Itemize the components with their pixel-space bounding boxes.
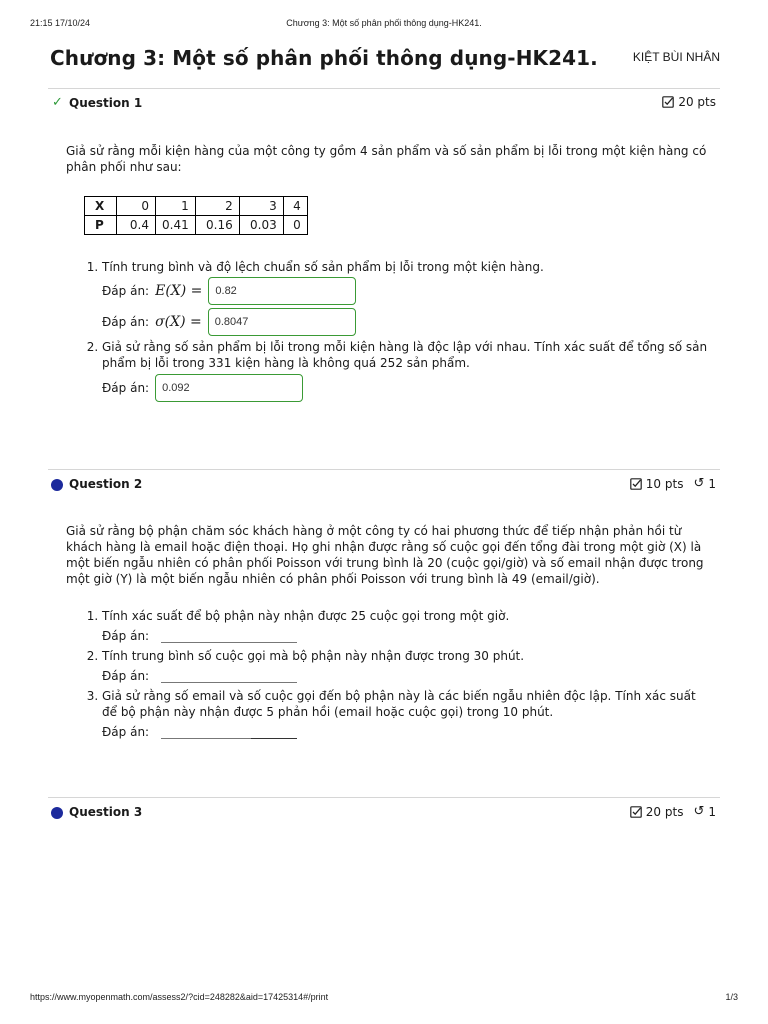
answer-row bbox=[102, 628, 712, 644]
checkbox-icon bbox=[662, 96, 674, 108]
question-parts bbox=[66, 608, 712, 740]
user-name[interactable]: KIỆT BÙI NHÂN bbox=[632, 50, 720, 64]
points-label: 20 pts bbox=[678, 95, 716, 109]
question-3-header[interactable] bbox=[48, 797, 720, 827]
retry-icon: ↺ bbox=[693, 804, 705, 819]
list-item bbox=[102, 608, 712, 644]
print-header bbox=[30, 18, 738, 32]
table-cell: 0.03 bbox=[239, 216, 283, 235]
answer-label: Đáp án: bbox=[102, 315, 150, 329]
question-parts bbox=[66, 259, 712, 402]
question-title[interactable]: Question 1 bbox=[69, 96, 143, 110]
answer-row bbox=[102, 308, 712, 336]
attempts-label: 1 bbox=[708, 804, 716, 819]
table-cell: P bbox=[85, 216, 117, 235]
math-expression: σ(X) = bbox=[155, 314, 202, 330]
page-title: Chương 3: Một số phân phối thông dụng-HK241. bbox=[50, 46, 598, 70]
table-cell: 4 bbox=[283, 197, 307, 216]
table-cell: 0.41 bbox=[156, 216, 196, 235]
answer-label: Đáp án: bbox=[102, 669, 150, 683]
answer-input[interactable]: 0.8047 bbox=[208, 308, 356, 336]
answer-row bbox=[102, 277, 712, 305]
part-text: Giả sử rằng số sản phẩm bị lỗi trong mỗi kiện hàng là độc lập với nhau. Tính xác suất để tổng số sản phẩm bị lỗi trong 331 kiện hàng là không quá 252 sản phẩm. bbox=[102, 340, 708, 370]
table-cell: 0 bbox=[283, 216, 307, 235]
points-indicator bbox=[662, 95, 716, 109]
print-url: https://www.myopenmath.com/assess2/?cid=248282&aid=17425314#/print bbox=[30, 992, 329, 1002]
question-1-body bbox=[66, 143, 712, 405]
print-footer bbox=[30, 992, 738, 1006]
part-text: Tính trung bình số cuộc gọi mà bộ phận này nhận được trong 30 phút. bbox=[102, 649, 525, 663]
table-cell: 0 bbox=[117, 197, 156, 216]
unanswered-dot-icon bbox=[51, 479, 63, 491]
answer-row bbox=[102, 668, 712, 684]
answer-row bbox=[102, 724, 712, 740]
checkbox-icon bbox=[630, 806, 642, 818]
question-title[interactable]: Question 3 bbox=[69, 805, 143, 819]
list-item bbox=[102, 339, 712, 402]
list-item bbox=[102, 648, 712, 684]
table-cell: 2 bbox=[195, 197, 239, 216]
points-label: 20 pts bbox=[645, 804, 684, 819]
answer-row bbox=[102, 374, 712, 402]
question-1-header[interactable] bbox=[48, 88, 720, 118]
answer-input[interactable] bbox=[161, 669, 297, 683]
table-row bbox=[85, 197, 308, 216]
points-indicator bbox=[630, 804, 716, 819]
print-doc-title: Chương 3: Một số phân phối thông dụng-HK241. bbox=[286, 18, 482, 28]
list-item bbox=[102, 259, 712, 336]
check-icon: ✓ bbox=[52, 95, 63, 110]
part-text: Tính trung bình và độ lệch chuẩn số sản phẩm bị lỗi trong một kiện hàng. bbox=[102, 260, 544, 274]
answer-input[interactable] bbox=[161, 725, 297, 739]
points-label: 10 pts bbox=[645, 476, 684, 491]
points-indicator bbox=[630, 476, 716, 491]
table-cell: 1 bbox=[156, 197, 196, 216]
unanswered-dot-icon bbox=[51, 807, 63, 819]
part-text: Tính xác suất để bộ phận này nhận được 25 cuộc gọi trong một giờ. bbox=[102, 609, 510, 623]
table-row bbox=[85, 216, 308, 235]
table-cell: 0.4 bbox=[117, 216, 156, 235]
table-cell: X bbox=[85, 197, 117, 216]
answer-input[interactable]: 0.092 bbox=[155, 374, 303, 402]
question-2-header[interactable] bbox=[48, 469, 720, 499]
distribution-table bbox=[84, 196, 308, 235]
question-title[interactable]: Question 2 bbox=[69, 477, 143, 491]
math-expression: E(X) = bbox=[155, 283, 203, 299]
list-item bbox=[102, 688, 712, 740]
answer-label: Đáp án: bbox=[102, 284, 150, 298]
checkbox-icon bbox=[630, 478, 642, 490]
answer-input[interactable]: 0.82 bbox=[208, 277, 356, 305]
question-2-body bbox=[66, 523, 712, 743]
question-text: Giả sử rằng bộ phận chăm sóc khách hàng ở một công ty có hai phương thức để tiếp nhận phản hồi từ khách hàng là email hoặc điện thoại. Họ ghi nhận được rằng số cuộc gọi đến tổng đài trong một giờ (X) là một biến ngẫu nhiên có phân phối Poisson với trung bình là 20 (cuộc gọi/giờ) và số email nhận được trong một giờ (Y) là một biến ngẫu nhiên có phân phối Poisson với trung bình là 49 (email/giờ). bbox=[66, 524, 704, 586]
table-cell: 3 bbox=[239, 197, 283, 216]
retry-icon: ↺ bbox=[693, 476, 705, 491]
attempts-label: 1 bbox=[708, 476, 716, 491]
question-text: Giả sử rằng mỗi kiện hàng của một công ty gồm 4 sản phẩm và số sản phẩm bị lỗi trong một kiện hàng có phân phối như sau: bbox=[66, 144, 707, 174]
answer-label: Đáp án: bbox=[102, 725, 150, 739]
answer-label: Đáp án: bbox=[102, 629, 150, 643]
table-cell: 0.16 bbox=[195, 216, 239, 235]
input-underline bbox=[251, 738, 297, 739]
answer-input[interactable] bbox=[161, 629, 297, 643]
page-number: 1/3 bbox=[725, 992, 738, 1002]
print-timestamp: 21:15 17/10/24 bbox=[30, 18, 91, 28]
answer-label: Đáp án: bbox=[102, 381, 150, 395]
part-text: Giả sử rằng số email và số cuộc gọi đến bộ phận này là các biến ngẫu nhiên độc lập. Tính xác suất để bộ phận này nhận được 5 phản hồi (email hoặc cuộc gọi) trong 10 phút. bbox=[102, 689, 696, 719]
